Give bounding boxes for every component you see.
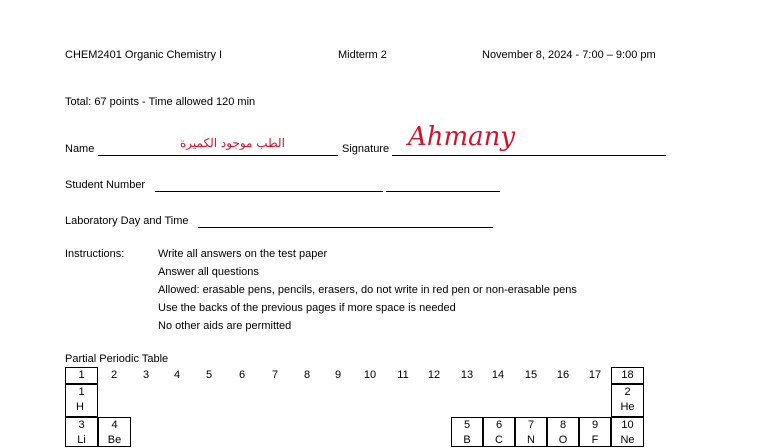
element-symbol: N	[527, 434, 535, 446]
instruction-item: Answer all questions	[158, 266, 259, 278]
student-number-line-2[interactable]	[386, 191, 500, 192]
instruction-item: Allowed: erasable pens, pencils, erasers, do not write in red pen or non-erasable pens	[158, 284, 577, 296]
instructions-label: Instructions:	[65, 248, 125, 260]
signature-line[interactable]	[392, 155, 666, 156]
atomic-number: 1	[78, 386, 85, 398]
group-header-18: 18	[611, 367, 644, 384]
atomic-number: 6	[495, 419, 503, 431]
group-header-16: 16	[556, 369, 570, 381]
element-cell-he	[611, 384, 644, 417]
element-cell-be	[98, 417, 131, 447]
group-header-13: 13	[460, 369, 474, 381]
exam-date: November 8, 2024 - 7:00 – 9:00 pm	[482, 49, 656, 61]
periodic-table-title: Partial Periodic Table	[65, 353, 169, 365]
course-title: CHEM2401 Organic Chemistry I	[65, 49, 223, 61]
group-header-5: 5	[205, 369, 213, 381]
group-header-12: 12	[427, 369, 441, 381]
atomic-number: 7	[527, 419, 535, 431]
element-cell-b	[451, 417, 483, 447]
element-cell-o	[547, 417, 579, 447]
group-header-8: 8	[303, 369, 311, 381]
student-number-label: Student Number	[65, 179, 146, 191]
group-header-9: 9	[334, 369, 342, 381]
group-header-11: 11	[397, 369, 409, 381]
element-symbol: He	[620, 401, 635, 413]
atomic-number: 5	[463, 419, 471, 431]
element-symbol: C	[495, 434, 503, 446]
signature-handwriting: Ahmany	[408, 122, 516, 152]
group-header-14: 14	[491, 369, 505, 381]
group-header-10: 10	[363, 369, 377, 381]
group-header-2: 2	[110, 369, 118, 381]
name-label: Name	[65, 143, 95, 155]
signature-label: Signature	[342, 143, 390, 155]
group-header-3: 3	[142, 369, 150, 381]
element-cell-ne	[611, 417, 644, 447]
group-header-15: 15	[524, 369, 538, 381]
element-cell-f	[579, 417, 611, 447]
element-symbol: F	[591, 434, 599, 446]
element-symbol: Ne	[620, 434, 635, 446]
atomic-number: 8	[559, 419, 567, 431]
group-header-1: 1	[65, 367, 98, 384]
element-cell-h	[65, 384, 98, 417]
element-cell-n	[515, 417, 547, 447]
atomic-number: 9	[591, 419, 599, 431]
instruction-item: No other aids are permitted	[158, 320, 292, 332]
element-symbol: O	[558, 434, 568, 446]
exam-title: Midterm 2	[338, 49, 387, 61]
instruction-item: Use the backs of the previous pages if more space is needed	[158, 302, 456, 314]
atomic-number: 3	[78, 419, 85, 431]
atomic-number: 10	[621, 419, 634, 431]
name-line[interactable]	[98, 155, 338, 156]
element-cell-c	[483, 417, 515, 447]
atomic-number: 4	[111, 419, 118, 431]
group-header-4: 4	[173, 369, 181, 381]
total-points: Total: 67 points - Time allowed 120 min	[65, 96, 256, 108]
student-number-line[interactable]	[155, 191, 383, 192]
element-symbol: Be	[107, 434, 122, 446]
group-header-17: 17	[588, 369, 602, 381]
lab-label: Laboratory Day and Time	[65, 215, 189, 227]
instruction-item: Write all answers on the test paper	[158, 248, 328, 260]
element-symbol: H	[76, 401, 84, 413]
group-header-6: 6	[238, 369, 246, 381]
element-symbol: B	[463, 434, 471, 446]
name-handwriting: الطب موجود الكميرة	[180, 136, 285, 150]
atomic-number: 2	[624, 386, 631, 398]
group-header-7: 7	[271, 369, 279, 381]
element-cell-li	[65, 417, 98, 447]
lab-line[interactable]	[198, 227, 493, 228]
element-symbol: Li	[77, 434, 86, 446]
